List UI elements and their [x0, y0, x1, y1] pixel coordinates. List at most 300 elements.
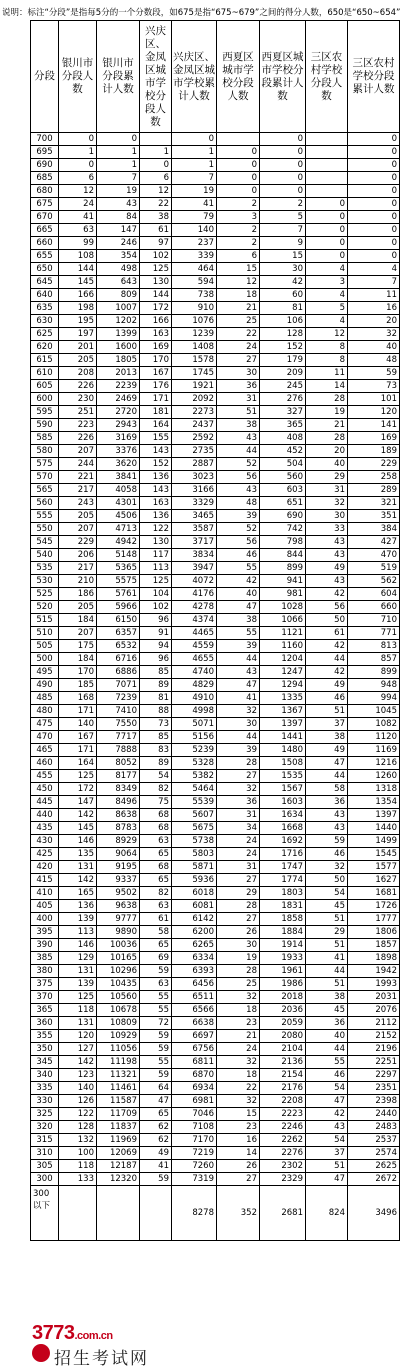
count-cell: 44: [306, 653, 348, 666]
count-cell: 3834: [172, 549, 217, 562]
table-row: [31, 341, 400, 354]
count-cell: 170: [59, 666, 97, 679]
count-cell: 1160: [260, 640, 306, 653]
count-cell: 102: [140, 601, 172, 614]
table-note: 说明：标注“分段”是指每5分的一个分数段，如675是指“675~679”之间的得分人数，650是“650~654”: [2, 8, 400, 18]
count-cell: 55: [217, 627, 260, 640]
count-cell: 49: [306, 679, 348, 692]
table-row: [31, 536, 400, 549]
count-cell: 276: [260, 393, 306, 406]
count-cell: 0: [217, 172, 260, 185]
count-cell: 1681: [348, 887, 400, 900]
score-band-cell: 300: [31, 1173, 59, 1186]
count-cell: 55: [217, 562, 260, 575]
count-cell: 100: [59, 1147, 97, 1160]
count-cell: 11709: [97, 1108, 140, 1121]
count-cell: 1294: [260, 679, 306, 692]
score-band-cell: 335: [31, 1082, 59, 1095]
score-band-cell: 400: [31, 913, 59, 926]
count-cell: 11: [348, 289, 400, 302]
table-row: [31, 510, 400, 523]
count-cell: 3947: [172, 562, 217, 575]
count-cell: 8638: [97, 809, 140, 822]
count-cell: 7219: [172, 1147, 217, 1160]
count-cell: 163: [140, 328, 172, 341]
count-cell: 108: [59, 250, 97, 263]
count-cell: 41: [217, 692, 260, 705]
count-cell: 27: [217, 770, 260, 783]
count-cell: 994: [348, 692, 400, 705]
score-band-cell: 445: [31, 796, 59, 809]
table-row: [31, 471, 400, 484]
table-row: [31, 289, 400, 302]
count-cell: 155: [140, 432, 172, 445]
count-cell: 0: [59, 133, 97, 146]
count-cell: 141: [348, 419, 400, 432]
count-cell: 0: [172, 133, 217, 146]
count-cell: 45: [306, 1004, 348, 1017]
count-cell: 68: [140, 822, 172, 835]
count-cell: 42: [306, 588, 348, 601]
score-band-cell: 435: [31, 822, 59, 835]
count-cell: 22: [217, 328, 260, 341]
count-cell: 5936: [172, 874, 217, 887]
count-cell: 9195: [97, 861, 140, 874]
count-cell: 10435: [97, 978, 140, 991]
count-cell: 2537: [348, 1134, 400, 1147]
count-cell: 54: [140, 770, 172, 783]
count-cell: 40: [217, 588, 260, 601]
count-cell: 1499: [348, 835, 400, 848]
count-cell: 8929: [97, 835, 140, 848]
count-cell: 7170: [172, 1134, 217, 1147]
count-cell: 1204: [260, 653, 306, 666]
count-cell: 910: [172, 302, 217, 315]
table-row: [31, 588, 400, 601]
count-cell: 8052: [97, 757, 140, 770]
count-cell: 89: [140, 679, 172, 692]
count-cell: 42: [260, 276, 306, 289]
score-band-cell: 495: [31, 666, 59, 679]
count-cell: 27: [217, 354, 260, 367]
count-cell: 4465: [172, 627, 217, 640]
count-cell: 41: [306, 952, 348, 965]
table-row: [31, 276, 400, 289]
count-cell: 201: [59, 341, 97, 354]
count-cell: 68: [140, 809, 172, 822]
count-cell: 237: [172, 237, 217, 250]
count-cell: 20: [348, 315, 400, 328]
score-band-cell: 570: [31, 471, 59, 484]
count-cell: 44: [306, 1043, 348, 1056]
count-cell: 2239: [97, 380, 140, 393]
table-row: [31, 744, 400, 757]
score-band-cell: 470: [31, 731, 59, 744]
count-cell: 122: [59, 1108, 97, 1121]
count-cell: 36: [217, 796, 260, 809]
table-row: [31, 1095, 400, 1108]
count-cell: 146: [59, 939, 97, 952]
count-cell: 1216: [348, 757, 400, 770]
count-cell: 2276: [260, 1147, 306, 1160]
count-cell: 3465: [172, 510, 217, 523]
count-cell: 125: [140, 575, 172, 588]
count-cell: 1: [172, 146, 217, 159]
count-cell: 43: [306, 809, 348, 822]
count-cell: 39: [217, 744, 260, 757]
count-cell: 2208: [260, 1095, 306, 1108]
count-cell: 43: [306, 536, 348, 549]
count-cell: 1260: [348, 770, 400, 783]
count-cell: 207: [59, 445, 97, 458]
count-cell: 226: [59, 432, 97, 445]
count-cell: 3023: [172, 471, 217, 484]
score-band-cell: 385: [31, 952, 59, 965]
count-cell: 104: [140, 588, 172, 601]
count-cell: 43: [217, 484, 260, 497]
count-cell: 133: [59, 1173, 97, 1186]
count-cell: 4: [348, 263, 400, 276]
count-cell: 2176: [260, 1082, 306, 1095]
count-cell: 1803: [260, 887, 306, 900]
count-cell: 117: [140, 549, 172, 562]
count-cell: 21: [217, 302, 260, 315]
count-cell: 6456: [172, 978, 217, 991]
count-cell: 29: [306, 926, 348, 939]
score-band-cell: 505: [31, 640, 59, 653]
count-cell: 135: [59, 848, 97, 861]
count-cell: 26: [217, 926, 260, 939]
count-cell: 48: [217, 497, 260, 510]
count-cell: 144: [59, 263, 97, 276]
count-cell: 3: [306, 276, 348, 289]
count-cell: 7: [172, 172, 217, 185]
count-cell: 19: [172, 185, 217, 198]
count-cell: 1831: [260, 900, 306, 913]
column-header-0: 分段: [31, 21, 59, 133]
footer-cell: [97, 1186, 140, 1241]
score-band-cell: 690: [31, 159, 59, 172]
count-cell: 6265: [172, 939, 217, 952]
count-cell: 59: [140, 1069, 172, 1082]
count-cell: 321: [348, 497, 400, 510]
count-cell: 7071: [97, 679, 140, 692]
count-cell: 11198: [97, 1056, 140, 1069]
count-cell: 59: [140, 1173, 172, 1186]
count-cell: 6811: [172, 1056, 217, 1069]
count-cell: 0: [217, 159, 260, 172]
count-cell: 351: [348, 510, 400, 523]
count-cell: 44: [306, 770, 348, 783]
table-row: [31, 796, 400, 809]
count-cell: 97: [140, 237, 172, 250]
count-cell: 3329: [172, 497, 217, 510]
count-cell: 289: [348, 484, 400, 497]
table-row: [31, 679, 400, 692]
score-band-cell: 370: [31, 991, 59, 1004]
count-cell: 0: [348, 211, 400, 224]
count-cell: 6018: [172, 887, 217, 900]
count-cell: 2437: [172, 419, 217, 432]
count-cell: 28: [306, 393, 348, 406]
table-row: [31, 1160, 400, 1173]
score-band-cell: 685: [31, 172, 59, 185]
count-cell: 166: [140, 315, 172, 328]
count-cell: 5239: [172, 744, 217, 757]
count-cell: 143: [140, 484, 172, 497]
count-cell: 245: [260, 380, 306, 393]
count-cell: 2076: [348, 1004, 400, 1017]
count-cell: 2483: [348, 1121, 400, 1134]
count-cell: 30: [217, 718, 260, 731]
count-cell: 96: [140, 653, 172, 666]
count-cell: 12069: [97, 1147, 140, 1160]
score-band-cell: 670: [31, 211, 59, 224]
table-row: [31, 1056, 400, 1069]
logo-text: 3773.com.cn: [32, 1322, 113, 1344]
count-cell: 62: [140, 1134, 172, 1147]
count-cell: 152: [140, 458, 172, 471]
count-cell: 0: [348, 159, 400, 172]
score-band-cell: 500: [31, 653, 59, 666]
count-cell: 981: [260, 588, 306, 601]
table-row: [31, 965, 400, 978]
count-cell: 51: [306, 1160, 348, 1173]
count-cell: 7: [260, 224, 306, 237]
count-cell: 4: [306, 263, 348, 276]
count-cell: 6393: [172, 965, 217, 978]
watermark-logo: [30, 1322, 180, 1368]
count-cell: 603: [260, 484, 306, 497]
count-cell: 43: [97, 198, 140, 211]
count-cell: 14: [306, 380, 348, 393]
score-band-cell: 525: [31, 588, 59, 601]
count-cell: 2013: [97, 367, 140, 380]
count-cell: 39: [217, 510, 260, 523]
score-band-cell: 545: [31, 536, 59, 549]
count-cell: 21: [217, 1030, 260, 1043]
count-cell: 771: [348, 627, 400, 640]
count-cell: 1777: [348, 913, 400, 926]
count-cell: 73: [348, 380, 400, 393]
count-cell: 164: [140, 419, 172, 432]
count-cell: 12187: [97, 1160, 140, 1173]
count-cell: 38: [306, 991, 348, 1004]
column-header-5: 西夏区城市学校分段人数: [217, 21, 260, 133]
count-cell: 243: [59, 497, 97, 510]
count-cell: 131: [59, 861, 97, 874]
count-cell: 2297: [348, 1069, 400, 1082]
count-cell: 2246: [260, 1121, 306, 1134]
count-cell: 65: [140, 848, 172, 861]
count-cell: 223: [59, 419, 97, 432]
count-cell: 51: [217, 406, 260, 419]
count-cell: 0: [348, 198, 400, 211]
count-cell: 27: [217, 874, 260, 887]
score-band-cell: 535: [31, 562, 59, 575]
count-cell: 147: [97, 224, 140, 237]
count-cell: 128: [59, 1121, 97, 1134]
count-cell: 738: [172, 289, 217, 302]
count-cell: 1627: [348, 874, 400, 887]
count-cell: 0: [260, 172, 306, 185]
count-cell: 244: [59, 458, 97, 471]
count-cell: 24: [217, 341, 260, 354]
count-cell: 1247: [260, 666, 306, 679]
count-cell: 47: [306, 1173, 348, 1186]
count-cell: 1318: [348, 783, 400, 796]
count-cell: [306, 159, 348, 172]
count-cell: 32: [306, 861, 348, 874]
count-cell: 742: [260, 523, 306, 536]
column-header-3: 兴庆区、金凤区城市学校分段人数: [140, 21, 172, 133]
count-cell: [306, 172, 348, 185]
count-cell: 1441: [260, 731, 306, 744]
count-cell: 7239: [97, 692, 140, 705]
count-cell: 1578: [172, 354, 217, 367]
count-cell: 1335: [260, 692, 306, 705]
count-cell: 6638: [172, 1017, 217, 1030]
count-cell: 132: [59, 1134, 97, 1147]
count-cell: 2112: [348, 1017, 400, 1030]
count-cell: 40: [306, 458, 348, 471]
count-cell: 0: [140, 159, 172, 172]
count-cell: 1545: [348, 848, 400, 861]
table-row: [31, 978, 400, 991]
count-cell: 7888: [97, 744, 140, 757]
count-cell: 1634: [260, 809, 306, 822]
count-cell: 1082: [348, 718, 400, 731]
count-cell: 147: [59, 796, 97, 809]
count-cell: 10560: [97, 991, 140, 1004]
count-cell: 2: [217, 224, 260, 237]
count-cell: 145: [59, 276, 97, 289]
count-cell: 58: [306, 783, 348, 796]
score-band-cell: 640: [31, 289, 59, 302]
count-cell: 0: [97, 133, 140, 146]
count-cell: 61: [306, 627, 348, 640]
table-row: [31, 159, 400, 172]
table-row: [31, 614, 400, 627]
count-cell: 4655: [172, 653, 217, 666]
footer-label: 300以下: [31, 1186, 59, 1241]
count-cell: 6756: [172, 1043, 217, 1056]
count-cell: 3841: [97, 471, 140, 484]
count-cell: 15: [217, 1108, 260, 1121]
count-cell: 8496: [97, 796, 140, 809]
count-cell: 209: [260, 367, 306, 380]
count-cell: 6357: [97, 627, 140, 640]
count-cell: 59: [140, 965, 172, 978]
count-cell: 167: [59, 731, 97, 744]
count-cell: 6886: [97, 666, 140, 679]
table-row: [31, 198, 400, 211]
count-cell: 85: [140, 666, 172, 679]
score-band-cell: 520: [31, 601, 59, 614]
count-cell: 125: [59, 770, 97, 783]
count-cell: 24: [217, 835, 260, 848]
count-cell: 408: [260, 432, 306, 445]
count-cell: 43: [306, 575, 348, 588]
count-cell: 16: [348, 302, 400, 315]
count-cell: 131: [59, 965, 97, 978]
count-cell: 0: [260, 133, 306, 146]
table-row: [31, 1082, 400, 1095]
count-cell: 5: [260, 211, 306, 224]
count-cell: 44: [217, 731, 260, 744]
count-cell: 130: [140, 536, 172, 549]
count-cell: 79: [172, 211, 217, 224]
count-cell: 168: [59, 692, 97, 705]
count-cell: 171: [140, 393, 172, 406]
table-row: [31, 458, 400, 471]
count-cell: 59: [348, 367, 400, 380]
count-cell: 38: [306, 731, 348, 744]
count-cell: 1440: [348, 822, 400, 835]
table-row: [31, 913, 400, 926]
count-cell: 1857: [348, 939, 400, 952]
score-band-cell: 620: [31, 341, 59, 354]
count-cell: 122: [140, 523, 172, 536]
count-cell: 23: [217, 1121, 260, 1134]
count-cell: 0: [260, 146, 306, 159]
table-row: [31, 861, 400, 874]
table-row: [31, 1004, 400, 1017]
table-row: [31, 666, 400, 679]
count-cell: 184: [59, 653, 97, 666]
count-cell: 1399: [97, 328, 140, 341]
score-band-cell: 655: [31, 250, 59, 263]
count-cell: 56: [217, 471, 260, 484]
score-band-cell: 530: [31, 575, 59, 588]
count-cell: 11969: [97, 1134, 140, 1147]
count-cell: 2080: [260, 1030, 306, 1043]
count-cell: 4559: [172, 640, 217, 653]
footer-cell: [59, 1186, 97, 1241]
count-cell: 15: [217, 263, 260, 276]
count-cell: 81: [260, 302, 306, 315]
count-cell: 206: [59, 549, 97, 562]
score-band-cell: 645: [31, 276, 59, 289]
count-cell: 36: [306, 796, 348, 809]
count-cell: 1: [97, 146, 140, 159]
score-band-cell: 695: [31, 146, 59, 159]
count-cell: 52: [217, 523, 260, 536]
count-cell: 58: [140, 926, 172, 939]
count-cell: 0: [306, 237, 348, 250]
count-cell: 169: [140, 341, 172, 354]
count-cell: 5966: [97, 601, 140, 614]
count-cell: 44: [217, 653, 260, 666]
count-cell: 9638: [97, 900, 140, 913]
count-cell: 2887: [172, 458, 217, 471]
count-cell: 59: [306, 835, 348, 848]
score-band-cell: 340: [31, 1069, 59, 1082]
count-cell: 40: [348, 341, 400, 354]
table-row: [31, 172, 400, 185]
count-cell: 5761: [97, 588, 140, 601]
table-row: [31, 406, 400, 419]
score-band-cell: 700: [31, 133, 59, 146]
count-cell: 38: [140, 211, 172, 224]
column-header-7: 三区农村学校分段人数: [306, 21, 348, 133]
count-cell: 2223: [260, 1108, 306, 1121]
count-cell: 1169: [348, 744, 400, 757]
count-cell: 172: [140, 302, 172, 315]
count-cell: 604: [348, 588, 400, 601]
count-cell: 2251: [348, 1056, 400, 1069]
count-cell: 24: [217, 1043, 260, 1056]
